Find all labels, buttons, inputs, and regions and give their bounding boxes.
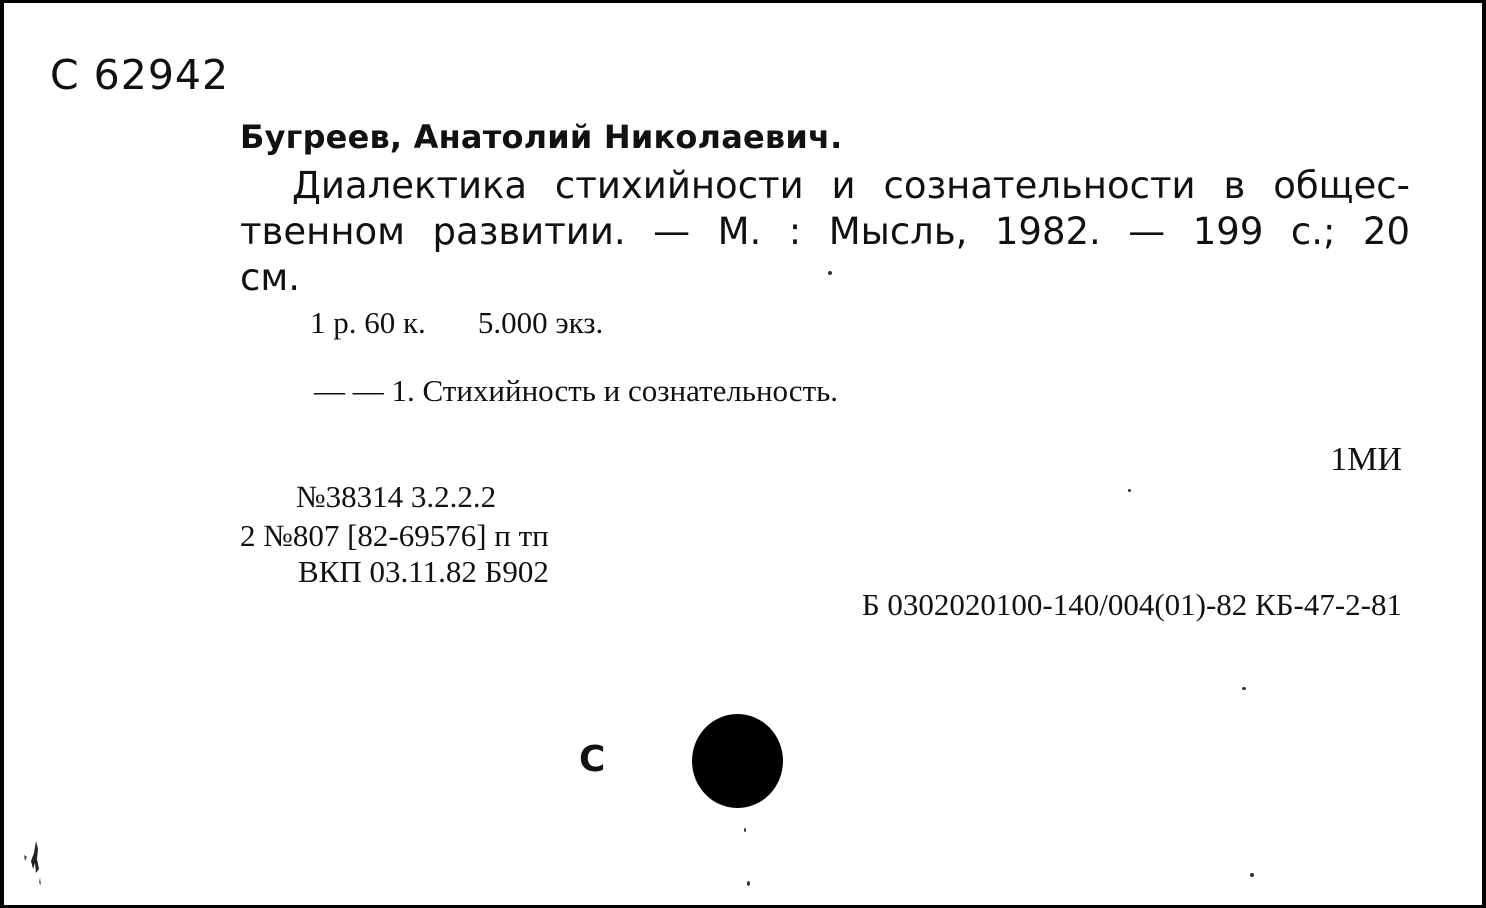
description-line: Диалектика стихийности и сознательности в общес- (292, 164, 1410, 207)
call-number: С 62942 (50, 51, 230, 99)
subject-code: 1МИ (1330, 441, 1402, 478)
vkp-line: ВКП 03.11.82 Б902 (298, 554, 549, 589)
description-line: твенном развитии. — М. : Мысль, 1982. — 199 с.; 20 (240, 210, 1410, 253)
price-text: 1 р. 60 к. (310, 305, 426, 340)
scan-speck (828, 271, 832, 275)
punch-hole (692, 714, 783, 808)
subject-heading: — — 1. Стихийность и сознательность. (314, 373, 839, 408)
scan-speck (1128, 489, 1131, 492)
author-heading: Бугреев, Анатолий Николаевич. (240, 118, 843, 156)
scan-speck (747, 881, 750, 886)
edge-scan-mark (18, 839, 48, 887)
index-code: Б 0302020100-140/004(01)-82 КБ-47-2-81 (861, 587, 1402, 622)
registration-number: №38314 3.2.2.2 (296, 479, 497, 514)
scan-speck (744, 828, 746, 832)
copies-text: 5.000 экз. (477, 305, 604, 340)
scan-speck (1250, 873, 1254, 877)
registration-line: 2 №807 [82-69576] п тп (240, 518, 549, 553)
description-line: см. (240, 256, 301, 299)
bibliographic-description (240, 163, 1410, 301)
price-and-copies (310, 305, 603, 341)
card-letter: С (579, 739, 606, 780)
scan-speck (1242, 687, 1246, 690)
